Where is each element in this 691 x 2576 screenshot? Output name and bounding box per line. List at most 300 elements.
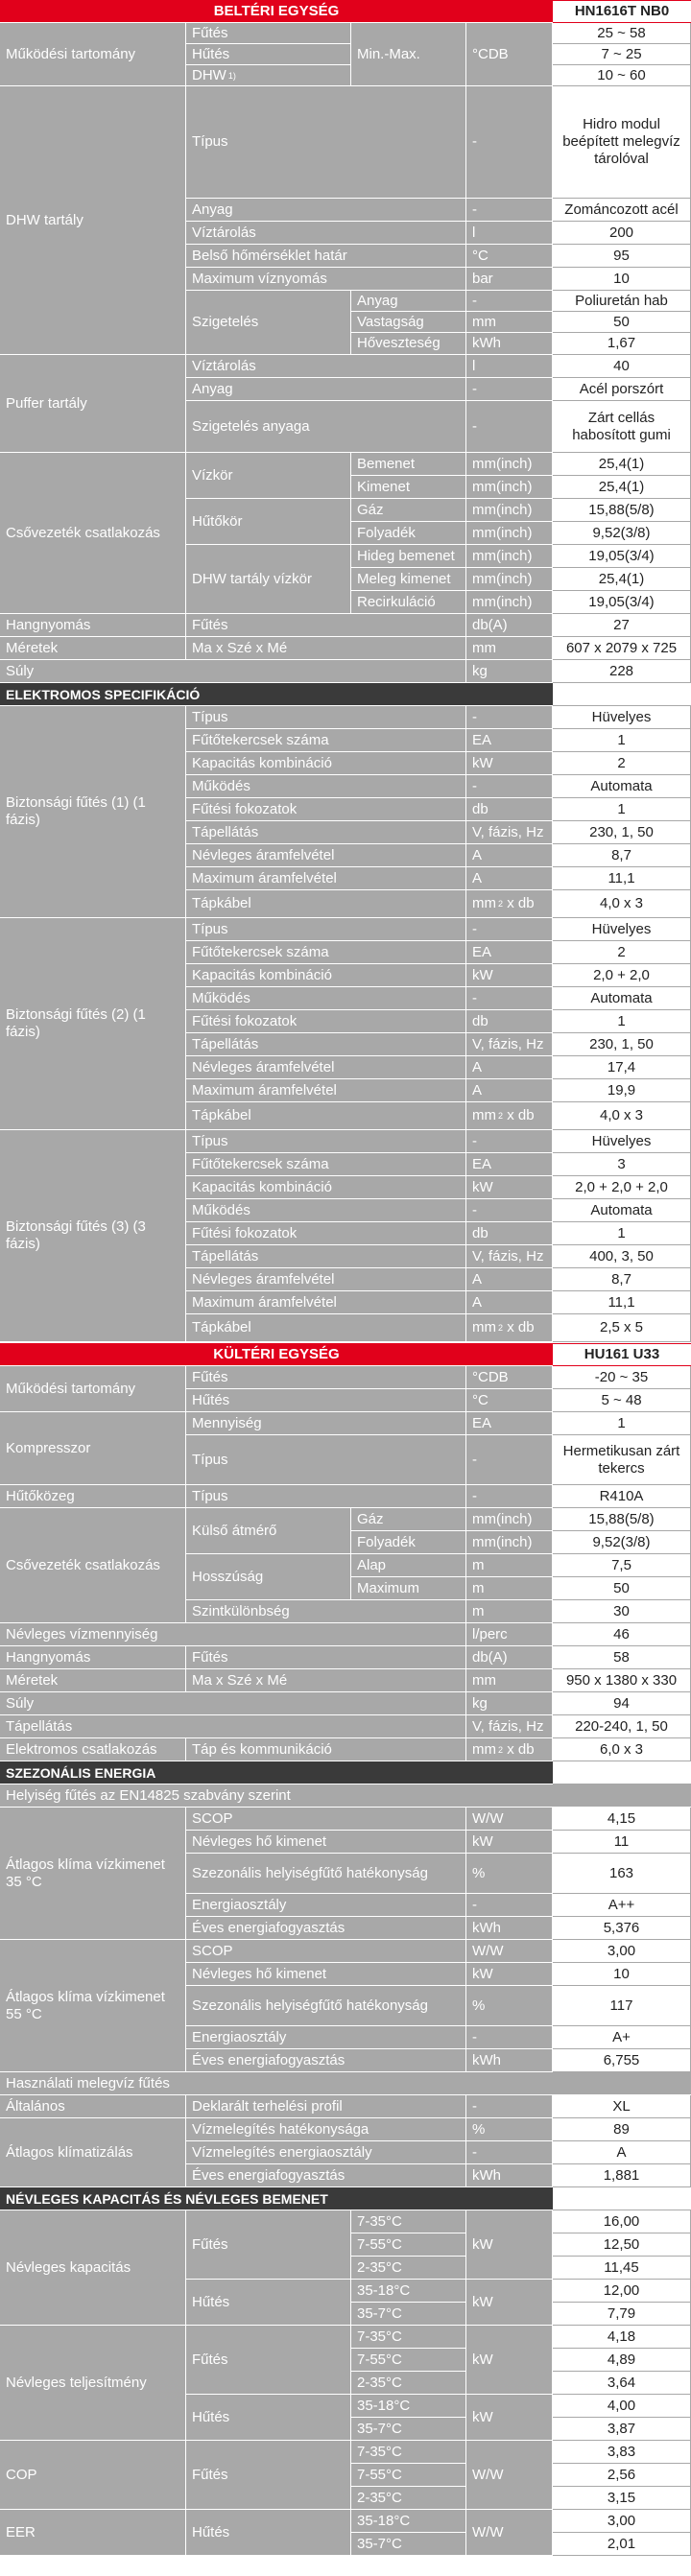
dimensions-spec-label: Ma x Szé x Mé (186, 637, 466, 660)
value-load-profile: XL (553, 2095, 691, 2118)
value-annual-consumption-55: 6,755 (553, 2049, 691, 2072)
value-in-heat-2-35: 3,64 (553, 2372, 691, 2395)
value-cop-7-35: 3,83 (553, 2441, 691, 2464)
value-level-difference: 30 (553, 1600, 691, 1623)
value-heater-1-coils: 1 (553, 729, 691, 752)
value-annual-consumption-35: 5,376 (553, 1917, 691, 1940)
buffer-material-label: Anyag (186, 378, 466, 401)
recirculation-label: Recirkuláció (351, 591, 466, 614)
heater-1-unit: - (466, 706, 553, 729)
value-cap-heat-7-55: 12,50 (553, 2233, 691, 2257)
avg-climatization-label: Átlagos klímatizálás (0, 2118, 186, 2187)
heater-2-coils-label: Fűtőtekercsek száma (186, 941, 466, 964)
value-inlet: 25,4(1) (553, 453, 691, 476)
rated-output-label: Névleges hő kimenet (186, 1963, 466, 1986)
heater-1-unit: mm 2 x db (466, 890, 553, 918)
heater-2-power-label: Tápellátás (186, 1033, 466, 1056)
nominal-input-label: Névleges teljesítmény (0, 2326, 186, 2441)
heater-1-capacity-label: Kapacitás kombináció (186, 752, 466, 775)
max-length-label: Maximum (351, 1577, 466, 1600)
cond-7-35: 7-35°C (351, 2210, 466, 2233)
unit-c: °C (466, 1389, 553, 1412)
electrical-section-title: ELEKTROMOS SPECIFIKÁCIÓ (0, 683, 553, 706)
value-rated-output-35: 11 (553, 1831, 691, 1854)
heater-1-power-label: Tápellátás (186, 821, 466, 844)
heater-2-stages-label: Fűtési fokozatok (186, 1010, 466, 1033)
unit-vfhz: V, fázis, Hz (466, 1715, 553, 1738)
value-water-heating-class: A (553, 2141, 691, 2164)
value-heater-3-rated: 8,7 (553, 1268, 691, 1291)
rated-output-label: Névleges hő kimenet (186, 1831, 466, 1854)
in-cooling-label: Hűtés (186, 2395, 351, 2441)
value-heater-3-cap: 2,0 + 2,0 + 2,0 (553, 1176, 691, 1199)
unit-kw: kW (466, 2326, 553, 2395)
eer-cooling-label: Hűtés (186, 2510, 351, 2556)
heater-1-coils-label: Fűtőtekercsek száma (186, 729, 466, 752)
unit-mminch: mm(inch) (466, 1531, 553, 1554)
value-heater-3-op: Automata (553, 1199, 691, 1222)
value-energy-class-35: A++ (553, 1894, 691, 1917)
cap-cooling-label: Hűtés (186, 2280, 351, 2326)
value-outdoor-liquid: 9,52(3/8) (553, 1531, 691, 1554)
outdoor-dimensions-spec-label: Ma x Szé x Mé (186, 1669, 466, 1692)
value-heater-2-rated: 17,4 (553, 1056, 691, 1079)
value-heater-1-max: 11,1 (553, 867, 691, 890)
water-flow-label: Névleges vízmennyiség (0, 1623, 466, 1646)
unit-mm: mm (466, 637, 553, 660)
unit-mminch: mm(inch) (466, 1508, 553, 1531)
value-cap-heat-7-35: 16,00 (553, 2210, 691, 2233)
seasonal-subtitle: Helyiség fűtés az EN14825 szabvány szerint (0, 1784, 691, 1808)
value-thickness: 50 (553, 312, 691, 333)
cond-35-18: 35-18°C (351, 2395, 466, 2418)
value-heater-1-cable: 4,0 x 3 (553, 890, 691, 918)
value-cap-cool-35-7: 7,79 (553, 2303, 691, 2326)
unit-xdb: x db (507, 1107, 535, 1123)
value-buffer-volume: 40 (553, 355, 691, 378)
heater-1-rated-current-label: Névleges áramfelvétel (186, 844, 466, 867)
value-heater-3-power: 400, 3, 50 (553, 1245, 691, 1268)
dimensions-label: Méretek (0, 637, 186, 660)
value-compressor-quantity: 1 (553, 1412, 691, 1435)
length-label: Hosszúság (186, 1554, 351, 1600)
energy-class-label: Energiaosztály (186, 1894, 466, 1917)
unit-dash: - (466, 401, 553, 453)
value-outdoor-power: 220-240, 1, 50 (553, 1715, 691, 1738)
value-heater-1-type: Hüvelyes (553, 706, 691, 729)
value-electrical-connection: 6,0 x 3 (553, 1738, 691, 1761)
thickness-label: Vastagság (351, 312, 466, 333)
unit-kw: kW (466, 2280, 553, 2326)
value-in-cool-35-7: 3,87 (553, 2418, 691, 2441)
heater-3-unit: - (466, 1130, 553, 1153)
value-heater-3-stages: 1 (553, 1222, 691, 1245)
annual-consumption-label: Éves energiafogyasztás (186, 1917, 466, 1940)
unit-kwh: kWh (466, 2164, 553, 2187)
value-outdoor-noise: 58 (553, 1646, 691, 1669)
value-outdoor-cooling: 5 ~ 48 (553, 1389, 691, 1412)
cond-7-55: 7-55°C (351, 2233, 466, 2257)
value-heating-range: 25 ~ 58 (553, 23, 691, 44)
electrical-connection-label: Elektromos csatlakozás (0, 1738, 186, 1761)
value-heater-1-power: 230, 1, 50 (553, 821, 691, 844)
value-heater-1-stages: 1 (553, 798, 691, 821)
value-scop-35: 4,15 (553, 1808, 691, 1831)
value-water-heating-efficiency: 89 (553, 2118, 691, 2141)
unit-dash: - (466, 2026, 553, 2049)
compressor-label: Kompresszor (0, 1412, 186, 1485)
backup-heater-1-label: Biztonsági fűtés (1) (1 fázis) (0, 706, 186, 918)
nominal-section-blank-cell (553, 2187, 691, 2210)
value-in-heat-7-55: 4,89 (553, 2349, 691, 2372)
unit-l: l (466, 222, 553, 245)
compressor-type-label: Típus (186, 1435, 466, 1485)
value-cap-cool-35-18: 12,00 (553, 2280, 691, 2303)
unit-cdb: °CDB (466, 1366, 553, 1389)
op-range-label: Működési tartomány (0, 23, 186, 86)
type-label: Típus (186, 86, 466, 199)
value-cap-heat-2-35: 11,45 (553, 2257, 691, 2280)
minmax-label: Min.-Max. (351, 23, 466, 86)
cond-35-7: 35-7°C (351, 2418, 466, 2441)
refrigerant-label: Hűtőközeg (0, 1485, 186, 1508)
cond-7-35: 7-35°C (351, 2441, 466, 2464)
value-heater-2-type: Hüvelyes (553, 918, 691, 941)
value-compressor-type: Hermetikusan zárt tekercs (553, 1435, 691, 1485)
unit-l: l (466, 355, 553, 378)
backup-heater-2-label: Biztonsági fűtés (2) (1 fázis) (0, 918, 186, 1130)
heater-3-rated-current-label: Névleges áramfelvétel (186, 1268, 466, 1291)
outdoor-cooling-label: Hűtés (186, 1389, 466, 1412)
unit-kw: kW (466, 1831, 553, 1854)
heater-2-unit: kW (466, 964, 553, 987)
load-profile-label: Deklarált terhelési profil (186, 2095, 466, 2118)
unit-ww: W/W (466, 2441, 553, 2510)
in-heating-label: Fűtés (186, 2326, 351, 2395)
gas-label: Gáz (351, 499, 466, 522)
unit-mm: mm (466, 1669, 553, 1692)
heater-2-unit: A (466, 1079, 553, 1102)
value-heater-1-op: Automata (553, 775, 691, 798)
value-heater-2-op: Automata (553, 987, 691, 1010)
refrigerant-circuit-label: Hűtőkör (186, 499, 351, 545)
value-weight: 228 (553, 660, 691, 683)
value-heater-1-cap: 2 (553, 752, 691, 775)
cond-35-18: 35-18°C (351, 2510, 466, 2533)
noise-label: Hangnyomás (0, 614, 186, 637)
avg-climate-35-label: Átlagos klíma vízkimenet 35 °C (0, 1808, 186, 1940)
outdoor-piping-label: Csővezeték csatlakozás (0, 1508, 186, 1623)
heater-2-max-current-label: Maximum áramfelvétel (186, 1079, 466, 1102)
avg-climate-55-label: Átlagos klíma vízkimenet 55 °C (0, 1940, 186, 2072)
value-in-cool-35-18: 4,00 (553, 2395, 691, 2418)
unit-lperc: l/perc (466, 1623, 553, 1646)
heater-2-unit: EA (466, 941, 553, 964)
value-seasonal-efficiency-55: 117 (553, 1986, 691, 2026)
cond-2-35: 2-35°C (351, 2372, 466, 2395)
heater-2-cable-label: Tápkábel (186, 1102, 466, 1130)
value-gas: 15,88(5/8) (553, 499, 691, 522)
value-cop-7-55: 2,56 (553, 2464, 691, 2487)
unit-mminch: mm(inch) (466, 522, 553, 545)
unit-kw: kW (466, 2210, 553, 2280)
value-heater-2-power: 230, 1, 50 (553, 1033, 691, 1056)
heater-3-capacity-label: Kapacitás kombináció (186, 1176, 466, 1199)
value-buffer-material: Acél porszórt (553, 378, 691, 401)
cond-7-35: 7-35°C (351, 2326, 466, 2349)
heater-2-type-label: Típus (186, 918, 466, 941)
outer-diameter-label: Külső átmérő (186, 1508, 351, 1554)
value-heat-loss: 1,67 (553, 333, 691, 355)
unit-mminch: mm(inch) (466, 453, 553, 476)
unit-kwh: kWh (466, 1917, 553, 1940)
max-pressure-label: Maximum víznyomás (186, 268, 466, 291)
unit-xdb: x db (507, 1319, 535, 1335)
unit-kw: kW (466, 2395, 553, 2441)
heater-2-unit: A (466, 1056, 553, 1079)
unit-m: m (466, 1554, 553, 1577)
value-heater-2-max: 19,9 (553, 1079, 691, 1102)
energy-class-label: Energiaosztály (186, 2026, 466, 2049)
heater-2-unit: db (466, 1010, 553, 1033)
value-heater-3-max: 11,1 (553, 1291, 691, 1314)
unit-dash: - (466, 1894, 553, 1917)
outdoor-weight-label: Súly (0, 1692, 466, 1715)
heater-3-unit: A (466, 1291, 553, 1314)
buffer-tank-label: Puffer tartály (0, 355, 186, 453)
heater-3-max-current-label: Maximum áramfelvétel (186, 1291, 466, 1314)
unit-kg: kg (466, 660, 553, 683)
value-water-volume: 200 (553, 222, 691, 245)
hot-outlet-label: Meleg kimenet (351, 568, 466, 591)
value-dimensions: 607 x 2079 x 725 (553, 637, 691, 660)
unit-mminch: mm(inch) (466, 591, 553, 614)
level-difference-label: Szintkülönbség (186, 1600, 466, 1623)
unit-mm2-xdb: mm 2 x db (466, 1738, 553, 1761)
dhw-circuit-label: DHW tartály vízkör (186, 545, 351, 614)
unit-ww: W/W (466, 2510, 553, 2556)
heater-2-unit: - (466, 987, 553, 1010)
eer-label: EER (0, 2510, 186, 2556)
unit-dash: - (466, 86, 553, 199)
unit-ww: W/W (466, 1940, 553, 1963)
cop-heating-label: Fűtés (186, 2441, 351, 2510)
unit-ww: W/W (466, 1808, 553, 1831)
heater-3-unit: db (466, 1222, 553, 1245)
heater-3-coils-label: Fűtőtekercsek száma (186, 1153, 466, 1176)
value-buffer-insulation: Zárt cellás habosított gumi (553, 401, 691, 453)
cond-2-35: 2-35°C (351, 2257, 466, 2280)
unit-dash: - (466, 1435, 553, 1485)
unit-pct: % (466, 1986, 553, 2026)
unit-dash: - (466, 2095, 553, 2118)
cond-2-35: 2-35°C (351, 2487, 466, 2510)
value-heater-3-cable: 2,5 x 5 (553, 1314, 691, 1342)
heater-3-power-label: Tápellátás (186, 1245, 466, 1268)
outdoor-gas-label: Gáz (351, 1508, 466, 1531)
unit-m: m (466, 1577, 553, 1600)
unit-kg: kg (466, 1692, 553, 1715)
refrigerant-type-label: Típus (186, 1485, 466, 1508)
dhw-tank-label: DHW tartály (0, 86, 186, 355)
value-water-flow: 46 (553, 1623, 691, 1646)
value-outdoor-weight: 94 (553, 1692, 691, 1715)
unit-bar: bar (466, 268, 553, 291)
heater-2-capacity-label: Kapacitás kombináció (186, 964, 466, 987)
value-hot-outlet: 25,4(1) (553, 568, 691, 591)
outdoor-power-label: Tápellátás (0, 1715, 466, 1738)
cond-35-18: 35-18°C (351, 2280, 466, 2303)
heater-3-unit: kW (466, 1176, 553, 1199)
annual-consumption-label: Éves energiafogyasztás (186, 2049, 466, 2072)
cond-7-55: 7-55°C (351, 2349, 466, 2372)
unit-dash: - (466, 1485, 553, 1508)
heater-1-cable-label: Tápkábel (186, 890, 466, 918)
unit-xdb: x db (507, 895, 535, 911)
unit-mm: mm (472, 1107, 496, 1123)
unit-mm: mm (472, 1319, 496, 1335)
heater-3-unit: mm 2 x db (466, 1314, 553, 1342)
unit-mminch: mm(inch) (466, 476, 553, 499)
heater-1-unit: A (466, 844, 553, 867)
water-circuit-label: Vízkör (186, 453, 351, 499)
nominal-capacity-label: Névleges kapacitás (0, 2210, 186, 2326)
nominal-section-title: NÉVLEGES KAPACITÁS ÉS NÉVLEGES BEMENET (0, 2187, 553, 2210)
seasonal-efficiency-label: Szezonális helyiségfűtő hatékonyság (186, 1854, 466, 1894)
unit-dba: db(A) (466, 614, 553, 637)
outdoor-op-range-label: Működési tartomány (0, 1366, 186, 1412)
outdoor-model: HU161 U33 (553, 1343, 691, 1366)
heater-1-unit: A (466, 867, 553, 890)
value-dhw-type: Hidro modul beépített melegvíz tárolóval (553, 86, 691, 199)
noise-heating-label: Fűtés (186, 614, 466, 637)
unit-mm: mm (466, 312, 553, 333)
heater-3-unit: EA (466, 1153, 553, 1176)
heater-1-max-current-label: Maximum áramfelvétel (186, 867, 466, 890)
heater-3-cable-label: Tápkábel (186, 1314, 466, 1342)
value-cooling-range: 7 ~ 25 (553, 44, 691, 65)
value-outlet: 25,4(1) (553, 476, 691, 499)
unit-pct: % (466, 2118, 553, 2141)
heater-3-stages-label: Fűtési fokozatok (186, 1222, 466, 1245)
value-base-length: 7,5 (553, 1554, 691, 1577)
value-in-heat-7-35: 4,18 (553, 2326, 691, 2349)
value-eer-35-18: 3,00 (553, 2510, 691, 2533)
value-cold-inlet: 19,05(3/4) (553, 545, 691, 568)
value-max-pressure: 10 (553, 268, 691, 291)
unit-mminch: mm(inch) (466, 499, 553, 522)
cond-35-7: 35-7°C (351, 2303, 466, 2326)
value-water-annual-consumption: 1,881 (553, 2164, 691, 2187)
cond-35-7: 35-7°C (351, 2533, 466, 2556)
value-cop-2-35: 3,15 (553, 2487, 691, 2510)
indoor-model: HN1616T NB0 (553, 0, 691, 23)
heater-1-unit: - (466, 775, 553, 798)
heater-2-operation-label: Működés (186, 987, 466, 1010)
heater-1-unit: V, fázis, Hz (466, 821, 553, 844)
unit-c: °C (466, 245, 553, 268)
water-volume-label: Víztárolás (186, 222, 466, 245)
value-heater-2-cable: 4,0 x 3 (553, 1102, 691, 1130)
water-heating-class-label: Vízmelegítés energiaosztály (186, 2141, 466, 2164)
heater-1-unit: db (466, 798, 553, 821)
heater-2-unit: V, fázis, Hz (466, 1033, 553, 1056)
unit-m: m (466, 1600, 553, 1623)
compressor-quantity-label: Mennyiség (186, 1412, 466, 1435)
value-ins-material: Poliuretán hab (553, 291, 691, 312)
heater-1-type-label: Típus (186, 706, 466, 729)
value-outdoor-heating: -20 ~ 35 (553, 1366, 691, 1389)
inlet-label: Bemenet (351, 453, 466, 476)
value-energy-class-55: A+ (553, 2026, 691, 2049)
cold-inlet-label: Hideg bemenet (351, 545, 466, 568)
value-outdoor-dimensions: 950 x 1380 x 330 (553, 1669, 691, 1692)
water-annual-consumption-label: Éves energiafogyasztás (186, 2164, 466, 2187)
heater-3-type-label: Típus (186, 1130, 466, 1153)
value-dhw-material: Zománcozott acél (553, 199, 691, 222)
unit-kwh: kWh (466, 2049, 553, 2072)
scop-label: SCOP (186, 1808, 466, 1831)
value-liquid: 9,52(3/8) (553, 522, 691, 545)
outdoor-liquid-label: Folyadék (351, 1531, 466, 1554)
value-recirculation: 19,05(3/4) (553, 591, 691, 614)
value-dhw-range: 10 ~ 60 (553, 65, 691, 86)
value-refrigerant: R410A (553, 1485, 691, 1508)
dhw-label: DHW 1) (186, 65, 351, 86)
value-heater-2-coils: 2 (553, 941, 691, 964)
value-heater-2-cap: 2,0 + 2,0 (553, 964, 691, 987)
heater-2-unit: - (466, 918, 553, 941)
unit-mm: mm (472, 895, 496, 911)
unit-kw: kW (466, 1963, 553, 1986)
unit-dash: - (466, 378, 553, 401)
piping-label: Csővezeték csatlakozás (0, 453, 186, 614)
material-label: Anyag (186, 199, 466, 222)
heater-1-stages-label: Fűtési fokozatok (186, 798, 466, 821)
cap-heating-label: Fűtés (186, 2210, 351, 2280)
liquid-label: Folyadék (351, 522, 466, 545)
heating-label: Fűtés (186, 23, 351, 44)
value-internal-temp: 95 (553, 245, 691, 268)
unit-pct: % (466, 1854, 553, 1894)
backup-heater-3-label: Biztonsági fűtés (3) (3 fázis) (0, 1130, 186, 1342)
unit-dba: db(A) (466, 1646, 553, 1669)
seasonal-section-title: SZEZONÁLIS ENERGIA (0, 1761, 553, 1784)
cond-7-55: 7-55°C (351, 2464, 466, 2487)
buffer-insulation-label: Szigetelés anyaga (186, 401, 466, 453)
heat-loss-label: Hőveszteség (351, 333, 466, 355)
electrical-section-blank (553, 683, 691, 706)
heater-1-unit: kW (466, 752, 553, 775)
heater-3-unit: A (466, 1268, 553, 1291)
heater-3-unit: V, fázis, Hz (466, 1245, 553, 1268)
outdoor-noise-label: Hangnyomás (0, 1646, 186, 1669)
general-label: Általános (0, 2095, 186, 2118)
weight-label: Súly (0, 660, 466, 683)
value-max-length: 50 (553, 1577, 691, 1600)
unit-mminch: mm(inch) (466, 545, 553, 568)
seasonal-section-blank (553, 1761, 691, 1784)
heater-2-unit: mm 2 x db (466, 1102, 553, 1130)
outdoor-noise-heating-label: Fűtés (186, 1646, 466, 1669)
cop-label: COP (0, 2441, 186, 2510)
value-heater-2-stages: 1 (553, 1010, 691, 1033)
value-noise: 27 (553, 614, 691, 637)
scop-label: SCOP (186, 1940, 466, 1963)
unit-mminch: mm(inch) (466, 568, 553, 591)
unit-ea: EA (466, 1412, 553, 1435)
value-seasonal-efficiency-35: 163 (553, 1854, 691, 1894)
